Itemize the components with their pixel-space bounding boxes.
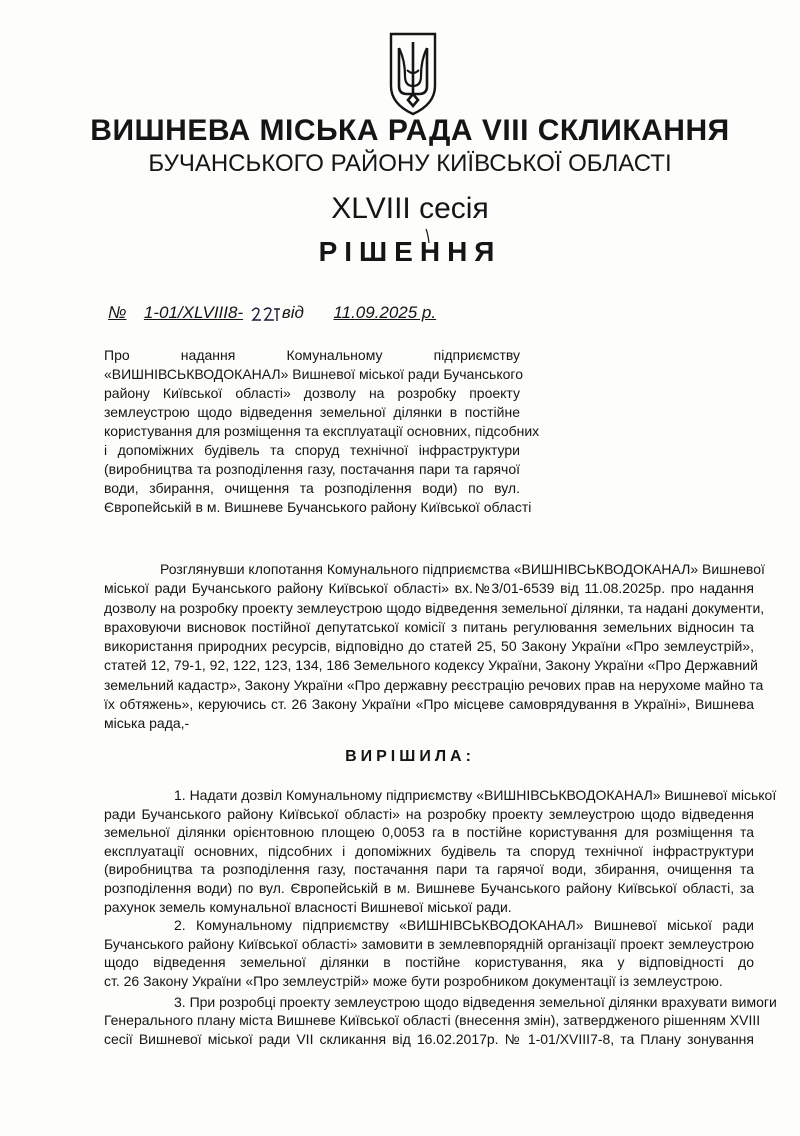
item-line: розподілення води) по вул. Європейській в м. Вишневе Бучанського району Київської області, за [104, 879, 754, 896]
item-line: щодо відведення земельної ділянки в постійне користування, яка у відповідності до [104, 954, 754, 971]
item-line: 1. Надати дозвіл Комунальному підприємству «ВИШНІВСЬКВОДОКАНАЛ» Вишневої міської [174, 787, 777, 803]
number-label: № [108, 303, 127, 322]
item-line: 2. Комунальному підприємству «ВИШНІВСЬКВОДОКАНАЛ» Вишневої міської ради [174, 917, 754, 934]
item-line: (виробництва та розподілення газу, постачання пари та гарячої води, збирання, очищення та [104, 861, 754, 878]
subject-line: землеустрою щодо відведення земельної ділянки в постійне [104, 404, 520, 420]
subject-line: (виробництва та розподілення газу, постачання пари та гарячої [104, 461, 520, 477]
handwritten-number-mark [250, 305, 282, 325]
session-title: XLVIII сесія [331, 192, 489, 225]
preamble [104, 560, 765, 734]
decision-date: 11.09.2025 р. [333, 303, 437, 322]
item-line: рахунок земель комунальної власності Вишневої міської ради. [104, 898, 512, 915]
preamble-line: використання природних ресурсів, відповідно до статей 25, 50 Закону України «Про землеустрій», [104, 638, 754, 655]
item-line: Бучанського району Київської області» замовити в землевпорядній організації проект землеустрою [104, 935, 754, 952]
item-line: Генерального плану міста Вишневе Київської області (внесення змін), затвердженого рішенням XVIII [104, 1012, 761, 1029]
preamble-line: враховуючи висновок постійної депутатської комісії з питань регулювання земельних відносин та [104, 618, 754, 635]
district-name: БУЧАНСЬКОГО РАЙОНУ КИЇВСЬКОЇ ОБЛАСТІ [148, 150, 672, 177]
decision-subject [104, 346, 540, 517]
preamble-line: статей 12, 79-1, 92, 122, 123, 134, 186 Земельного кодексу України, Закону України «Про Державний [104, 657, 758, 674]
date-from-label: від [281, 303, 304, 322]
document-type-title: РІШЕННЯ [318, 236, 502, 267]
subject-line: користування для розміщення та експлуатації основних, підсобних [104, 423, 540, 439]
preamble-line: земельний кадастр», Закону України «Про державну реєстрацію речових прав на нерухоме майно та [104, 676, 764, 693]
decision-items [104, 786, 777, 1048]
preamble-line: дозволу на розробку проекту землеустрою щодо відведення земельної ділянки, та надані документи, [104, 599, 765, 616]
subject-line: Про надання Комунальному підприємству [104, 347, 520, 363]
preamble-line: їх обтяжень», керуючись ст. 26 Закону України «Про місцеве самоврядування в Україні», Вишнева [104, 696, 754, 713]
item-line: сесії Вишневої міської ради VII скликання від 16.02.2017р. № 1-01/XVIII7-8, та Плану зонування [104, 1030, 754, 1047]
subject-line: води, збирання, очищення та розподілення води) по вул. [104, 480, 520, 496]
subject-line: Європейській в м. Вишневе Бучанського району Київської області [104, 499, 532, 515]
subject-line: району Київської області» дозволу на розробку проекту [104, 385, 520, 401]
decided-heading: ВИРІШИЛА: [345, 748, 475, 765]
preamble-line: міської ради Бучанського району Київської області» вх.№3/01-6539 від 11.08.2025р. про надання [104, 580, 754, 597]
council-name: ВИШНЕВА МІСЬКА РАДА VIII СКЛИКАННЯ [90, 114, 730, 147]
subject-line: і допоміжних будівель та споруд технічної інфраструктури [104, 442, 520, 458]
item-line: ради Бучанського району Київської області» на розробку проекту землеустрою щодо відведення [104, 805, 754, 822]
item-line: ст. 26 Закону України «Про землеустрій» може бути розробником документації із землеустрою. [104, 972, 723, 989]
subject-line: «ВИШНІВСЬКВОДОКАНАЛ» Вишневої міської ради Бучанського [104, 366, 524, 382]
item-line: 3. При розробці проекту землеустрою щодо відведення земельної ділянки врахувати вимоги [174, 993, 777, 1010]
preamble-line: Розглянувши клопотання Комунального підприємства «ВИШНІВСЬКВОДОКАНАЛ» Вишневої [160, 561, 765, 577]
decision-number: 1-01/XLVIII8- [143, 303, 244, 322]
preamble-line: міська рада,- [104, 715, 190, 732]
item-line: земельної ділянки орієнтовною площею 0,0053 га в постійне користування для розміщення та [104, 824, 754, 841]
coat-of-arms-trident-icon [385, 30, 441, 116]
item-line: експлуатації основних, підсобних і допоміжних будівель та споруд технічної інфраструктури [104, 842, 754, 859]
